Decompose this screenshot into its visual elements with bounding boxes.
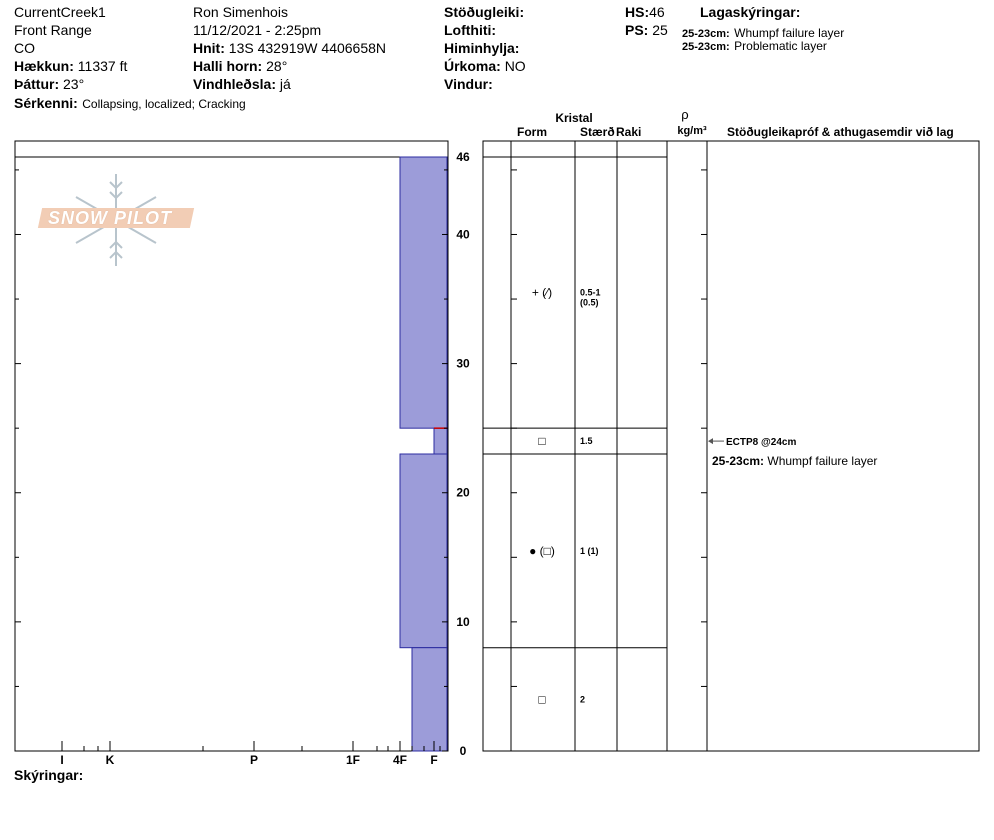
- sky-label: Himinhylja:: [444, 40, 520, 56]
- x-tick-label: F: [430, 753, 438, 767]
- aspect: Þáttur: 23°: [14, 76, 85, 92]
- crystal-header: Kristal: [555, 111, 593, 125]
- y-tick-label: 20: [456, 485, 470, 500]
- logo-wordmark: SNOW PILOT: [48, 208, 172, 228]
- grain-form: □: [538, 434, 546, 449]
- comments-label: Skýringar:: [14, 767, 84, 783]
- grain-size: 1.5: [580, 436, 593, 447]
- y-tick-label: 46: [456, 150, 470, 164]
- test-result: ECTP8 @24cm: [726, 437, 797, 449]
- hardness-bar: [400, 157, 447, 428]
- y-tick-label: 0: [459, 744, 467, 758]
- legend-item: 25-23cm: Whumpf failure layer: [682, 26, 845, 40]
- hardness-bar: [434, 428, 447, 454]
- grain-size: 1 (1): [580, 545, 599, 556]
- legend-item: 25-23cm: Problematic layer: [682, 39, 827, 53]
- hs-value: HS:46: [625, 4, 665, 20]
- grain-size: (0.5): [580, 297, 599, 308]
- legend-title: Lagaskýringar:: [700, 4, 801, 20]
- x-tick-label: 1F: [345, 753, 361, 767]
- size-header: Stærð: [580, 125, 615, 139]
- layer-comment: 25-23cm: Whumpf failure layer: [712, 454, 878, 469]
- precipitation: Úrkoma: NO: [444, 58, 526, 74]
- y-tick-label: 40: [456, 227, 470, 242]
- range-name: Front Range: [14, 22, 92, 38]
- hardness-bar: [400, 454, 447, 648]
- moisture-header: Raki: [616, 125, 642, 139]
- stability-header: Stöðugleikapróf & athugasemdir við lag: [727, 125, 954, 139]
- y-tick-label: 30: [456, 356, 470, 371]
- x-tick-label: 4F: [392, 753, 408, 767]
- stability-label: Stöðugleiki:: [444, 4, 525, 20]
- test-arrow-head: [708, 438, 713, 444]
- grain-form: + (⁄): [531, 285, 553, 300]
- x-tick-label: K: [105, 753, 115, 767]
- x-tick-label: I: [60, 753, 64, 767]
- air-temp-label: Lofthiti:: [444, 22, 497, 38]
- hardness-bar: [412, 648, 447, 751]
- grain-form: □: [538, 692, 546, 707]
- elevation: Hækkun: 11337 ft: [14, 58, 128, 74]
- y-tick-label: 10: [456, 614, 470, 629]
- coordinates: Hnit: 13S 432919W 4406658N: [193, 40, 387, 56]
- density-unit: kg/m³: [677, 125, 707, 137]
- hardness-plot-frame: [15, 141, 448, 751]
- grain-size: 0.5-1: [580, 287, 601, 298]
- features: Sérkenni: Collapsing, localized; Cracking: [14, 95, 246, 111]
- wind-label: Vindur:: [444, 76, 493, 92]
- site-name: CurrentCreek1: [14, 4, 106, 20]
- grain-size: 2: [580, 694, 586, 705]
- x-tick-label: P: [249, 753, 259, 767]
- density-symbol: ρ: [681, 107, 689, 122]
- wind-loading: Vindhleðsla: já: [193, 76, 291, 92]
- grain-form: ● (□): [529, 543, 555, 558]
- form-header: Form: [517, 125, 547, 139]
- slope-angle: Halli horn: 28°: [193, 58, 288, 74]
- ps-value: PS: 25: [625, 22, 668, 38]
- observer: Ron Simenhois: [193, 4, 288, 20]
- date-time: 11/12/2021 - 2:25pm: [193, 22, 322, 38]
- state-name: CO: [14, 40, 35, 56]
